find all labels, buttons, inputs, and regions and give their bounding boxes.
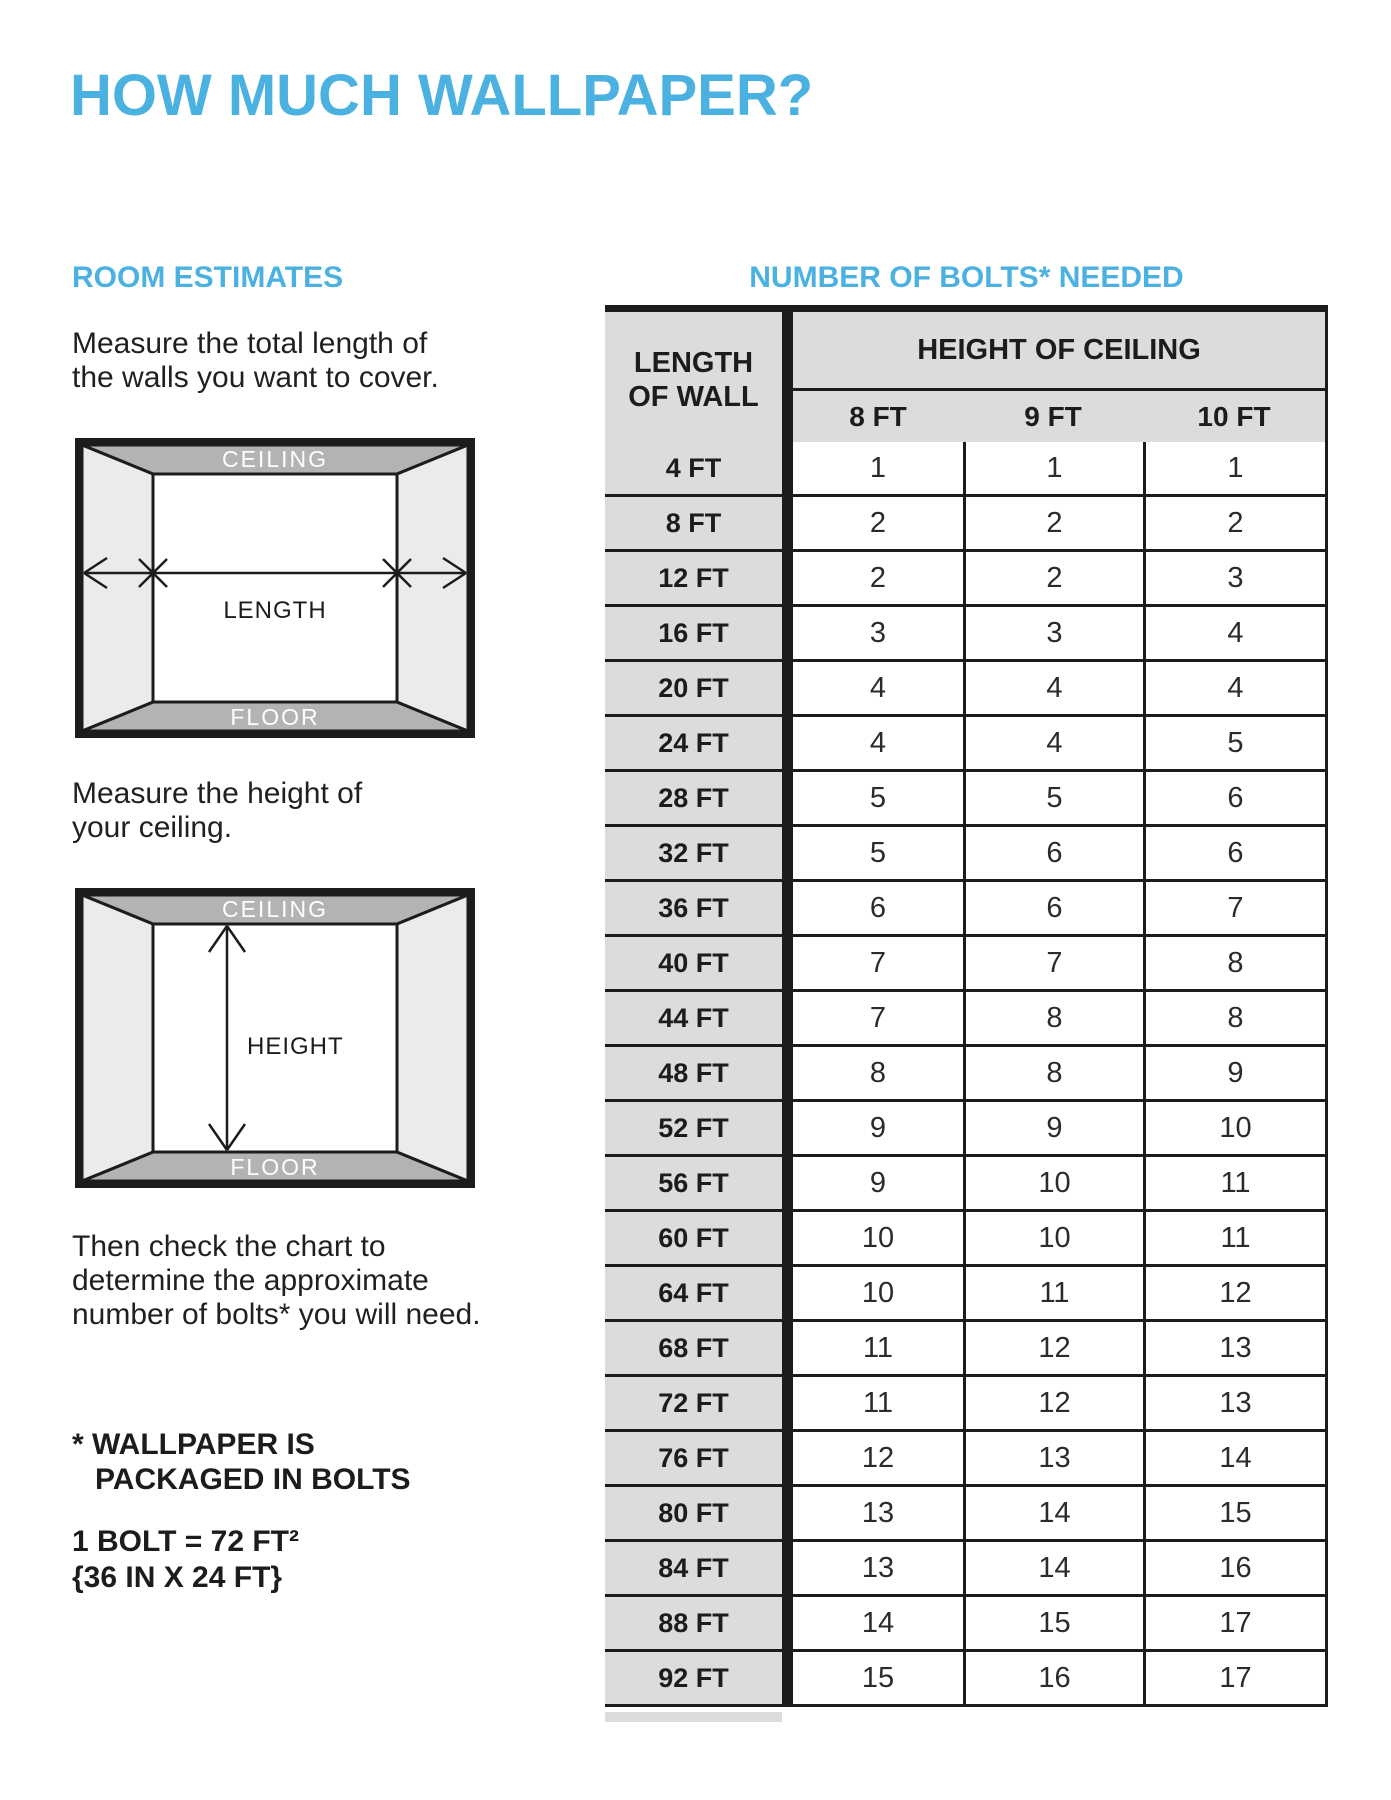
wall-length-cell: 84 FT — [605, 1542, 782, 1597]
bolts-10ft-cell: 5 — [1146, 717, 1328, 772]
bolts-needed-heading: NUMBER OF BOLTS* NEEDED — [749, 261, 1184, 294]
bolts-10ft-cell: 4 — [1146, 607, 1328, 662]
chart-instruction — [72, 1230, 481, 1332]
table-row — [605, 1047, 1328, 1102]
bolts-10ft-cell: 1 — [1146, 442, 1328, 497]
bolts-8ft-cell: 10 — [793, 1267, 966, 1322]
wall-length-cell: 28 FT — [605, 772, 782, 827]
bolts-8ft-cell: 3 — [793, 607, 966, 662]
ceiling-label: CEILING — [221, 896, 329, 922]
bolts-9ft-cell: 6 — [966, 882, 1146, 937]
bolts-9ft-cell: 6 — [966, 827, 1146, 882]
bolts-10ft-cell: 11 — [1146, 1157, 1328, 1212]
length-instruction-line2: the walls you want to cover. — [72, 361, 439, 394]
bolts-9ft-cell: 14 — [966, 1542, 1146, 1597]
height-dimension-label: HEIGHT — [247, 1033, 344, 1060]
wall-length-cell: 20 FT — [605, 662, 782, 717]
row-divider — [782, 937, 793, 992]
room-height-diagram — [75, 888, 475, 1188]
row-divider — [782, 772, 793, 827]
bolts-10ft-cell: 10 — [1146, 1102, 1328, 1157]
bolts-10ft-cell: 9 — [1146, 1047, 1328, 1102]
wall-length-cell: 56 FT — [605, 1157, 782, 1212]
table-row — [605, 1597, 1328, 1652]
row-divider — [782, 1542, 793, 1597]
wall-length-cell: 32 FT — [605, 827, 782, 882]
bolts-9ft-cell: 4 — [966, 717, 1146, 772]
ceiling-height-columns — [793, 391, 1325, 442]
row-divider — [782, 552, 793, 607]
height-instruction-line1: Measure the height of — [72, 777, 363, 810]
bolts-9ft-cell: 15 — [966, 1597, 1146, 1652]
wall-length-cell: 60 FT — [605, 1212, 782, 1267]
header-divider — [782, 312, 793, 442]
length-instruction-line1: Measure the total length of — [72, 327, 428, 360]
bolts-10ft-cell: 17 — [1146, 1597, 1328, 1652]
bolts-9ft-cell: 8 — [966, 992, 1146, 1047]
bolts-10ft-cell: 8 — [1146, 992, 1328, 1047]
bolts-8ft-cell: 14 — [793, 1597, 966, 1652]
right-wall-panel — [397, 895, 468, 1181]
table-row — [605, 1377, 1328, 1432]
bolts-8ft-cell: 13 — [793, 1487, 966, 1542]
bolts-table — [605, 305, 1328, 1707]
floor-label: FLOOR — [230, 1154, 320, 1180]
row-divider — [782, 662, 793, 717]
wall-length-cell: 4 FT — [605, 442, 782, 497]
table-rows — [605, 442, 1328, 1707]
wall-length-cell: 24 FT — [605, 717, 782, 772]
bolts-8ft-cell: 10 — [793, 1212, 966, 1267]
back-wall-panel — [153, 474, 397, 702]
bolts-10ft-cell: 13 — [1146, 1377, 1328, 1432]
bolts-9ft-cell: 3 — [966, 607, 1146, 662]
bolts-10ft-cell: 16 — [1146, 1542, 1328, 1597]
bolts-8ft-cell: 2 — [793, 552, 966, 607]
bolts-10ft-cell: 12 — [1146, 1267, 1328, 1322]
left-wall-panel — [82, 445, 153, 731]
bolts-10ft-cell: 4 — [1146, 662, 1328, 717]
bolts-8ft-cell: 13 — [793, 1542, 966, 1597]
row-divider — [782, 1432, 793, 1487]
room-estimates-heading: ROOM ESTIMATES — [72, 261, 344, 294]
row-divider — [782, 1597, 793, 1652]
ceiling-label: CEILING — [221, 446, 329, 472]
wall-length-cell: 48 FT — [605, 1047, 782, 1102]
table-heading-wrap — [605, 261, 1328, 295]
chart-instruction-line1: Then check the chart to — [72, 1230, 386, 1263]
row-divider — [782, 442, 793, 497]
ceiling-height-header-group — [793, 312, 1328, 442]
bolts-9ft-cell: 13 — [966, 1432, 1146, 1487]
bolts-8ft-cell: 6 — [793, 882, 966, 937]
bolts-9ft-cell: 11 — [966, 1267, 1146, 1322]
table-row — [605, 772, 1328, 827]
bolts-8ft-cell: 4 — [793, 662, 966, 717]
wall-length-cell: 44 FT — [605, 992, 782, 1047]
bolts-8ft-cell: 12 — [793, 1432, 966, 1487]
wall-length-cell: 52 FT — [605, 1102, 782, 1157]
bolts-8ft-cell: 15 — [793, 1652, 966, 1707]
bolts-9ft-cell: 2 — [966, 552, 1146, 607]
bolts-9ft-cell: 10 — [966, 1212, 1146, 1267]
bolts-8ft-cell: 2 — [793, 497, 966, 552]
bolts-8ft-cell: 7 — [793, 937, 966, 992]
column-header-8ft: 8 FT — [849, 400, 907, 432]
bolts-10ft-cell: 8 — [1146, 937, 1328, 992]
bolts-10ft-cell: 14 — [1146, 1432, 1328, 1487]
row-divider — [782, 607, 793, 662]
bolts-8ft-cell: 9 — [793, 1102, 966, 1157]
table-row — [605, 1157, 1328, 1212]
table-row — [605, 497, 1328, 552]
table-row — [605, 662, 1328, 717]
row-divider — [782, 1377, 793, 1432]
table-row — [605, 992, 1328, 1047]
table-row — [605, 1542, 1328, 1597]
length-instruction — [72, 327, 439, 395]
bolts-10ft-cell: 13 — [1146, 1322, 1328, 1377]
left-wall-panel — [82, 895, 153, 1181]
bolts-8ft-cell: 5 — [793, 827, 966, 882]
bolts-8ft-cell: 5 — [793, 772, 966, 827]
chart-instruction-line2: determine the approximate — [72, 1264, 429, 1297]
table-bottom-stub — [605, 1712, 782, 1722]
table-row — [605, 882, 1328, 937]
table-row — [605, 1322, 1328, 1377]
row-divider — [782, 992, 793, 1047]
height-of-ceiling-header: HEIGHT OF CEILING — [793, 312, 1325, 391]
row-divider — [782, 1487, 793, 1542]
wall-length-cell: 40 FT — [605, 937, 782, 992]
bolts-10ft-cell: 3 — [1146, 552, 1328, 607]
row-divider — [782, 1267, 793, 1322]
wall-length-cell: 68 FT — [605, 1322, 782, 1377]
wall-length-cell: 12 FT — [605, 552, 782, 607]
table-row — [605, 1212, 1328, 1267]
length-of-wall-line2: OF WALL — [628, 381, 759, 413]
bolts-9ft-cell: 7 — [966, 937, 1146, 992]
bolts-8ft-cell: 9 — [793, 1157, 966, 1212]
bolts-9ft-cell: 14 — [966, 1487, 1146, 1542]
bolts-footnote-line1: * WALLPAPER IS — [72, 1428, 315, 1461]
bolts-10ft-cell: 17 — [1146, 1652, 1328, 1707]
length-of-wall-line1: LENGTH — [633, 347, 754, 379]
table-row — [605, 1432, 1328, 1487]
bolts-8ft-cell: 8 — [793, 1047, 966, 1102]
bolts-footnote — [72, 1427, 411, 1497]
wall-length-cell: 92 FT — [605, 1652, 782, 1707]
bolts-9ft-cell: 8 — [966, 1047, 1146, 1102]
bolts-10ft-cell: 6 — [1146, 772, 1328, 827]
table-row — [605, 937, 1328, 992]
table-row — [605, 717, 1328, 772]
floor-label: FLOOR — [230, 704, 320, 730]
bolts-footnote-line2: PACKAGED IN BOLTS — [95, 1463, 411, 1496]
bolts-9ft-cell: 2 — [966, 497, 1146, 552]
bolts-10ft-cell: 6 — [1146, 827, 1328, 882]
bolts-10ft-cell: 11 — [1146, 1212, 1328, 1267]
table-row — [605, 827, 1328, 882]
wall-length-cell: 16 FT — [605, 607, 782, 662]
table-row — [605, 552, 1328, 607]
page-title: HOW MUCH WALLPAPER? — [70, 63, 814, 128]
row-divider — [782, 1322, 793, 1377]
bolts-9ft-cell: 16 — [966, 1652, 1146, 1707]
table-row — [605, 1652, 1328, 1707]
bolts-9ft-cell: 12 — [966, 1322, 1146, 1377]
bolts-10ft-cell: 7 — [1146, 882, 1328, 937]
length-of-wall-header — [605, 312, 782, 442]
room-length-diagram — [75, 438, 475, 738]
table-row — [605, 442, 1328, 497]
wall-length-cell: 88 FT — [605, 1597, 782, 1652]
row-divider — [782, 827, 793, 882]
height-instruction — [72, 777, 362, 845]
bolts-9ft-cell: 5 — [966, 772, 1146, 827]
bolts-9ft-cell: 10 — [966, 1157, 1146, 1212]
length-dimension-label: LENGTH — [223, 597, 327, 624]
wall-length-cell: 36 FT — [605, 882, 782, 937]
row-divider — [782, 1102, 793, 1157]
row-divider — [782, 882, 793, 937]
bolts-9ft-cell: 1 — [966, 442, 1146, 497]
table-header — [605, 312, 1328, 442]
bolts-8ft-cell: 11 — [793, 1322, 966, 1377]
table-row — [605, 1102, 1328, 1157]
column-header-9ft: 9 FT — [1024, 400, 1082, 432]
bolts-9ft-cell: 12 — [966, 1377, 1146, 1432]
wall-length-cell: 64 FT — [605, 1267, 782, 1322]
wall-length-cell: 76 FT — [605, 1432, 782, 1487]
row-divider — [782, 1157, 793, 1212]
row-divider — [782, 497, 793, 552]
wall-length-cell: 80 FT — [605, 1487, 782, 1542]
table-row — [605, 607, 1328, 662]
wall-length-cell: 8 FT — [605, 497, 782, 552]
table-row — [605, 1487, 1328, 1542]
right-wall-panel — [397, 445, 468, 731]
bolts-10ft-cell: 15 — [1146, 1487, 1328, 1542]
row-divider — [782, 1652, 793, 1707]
bolts-10ft-cell: 2 — [1146, 497, 1328, 552]
height-instruction-line2: your ceiling. — [72, 811, 233, 844]
bolts-9ft-cell: 9 — [966, 1102, 1146, 1157]
bolts-8ft-cell: 11 — [793, 1377, 966, 1432]
bolts-9ft-cell: 4 — [966, 662, 1146, 717]
row-divider — [782, 1047, 793, 1102]
column-header-10ft: 10 FT — [1197, 400, 1271, 432]
table-row — [605, 1267, 1328, 1322]
row-divider — [782, 717, 793, 772]
row-divider — [782, 1212, 793, 1267]
bolts-8ft-cell: 1 — [793, 442, 966, 497]
bolt-size-line1: 1 BOLT = 72 FT² — [72, 1525, 299, 1558]
bolt-size-line2: {36 IN X 24 FT} — [72, 1561, 283, 1594]
bolts-8ft-cell: 7 — [793, 992, 966, 1047]
chart-instruction-line3: number of bolts* you will need. — [72, 1298, 481, 1331]
wall-length-cell: 72 FT — [605, 1377, 782, 1432]
bolts-8ft-cell: 4 — [793, 717, 966, 772]
bolt-size-note — [72, 1524, 299, 1596]
